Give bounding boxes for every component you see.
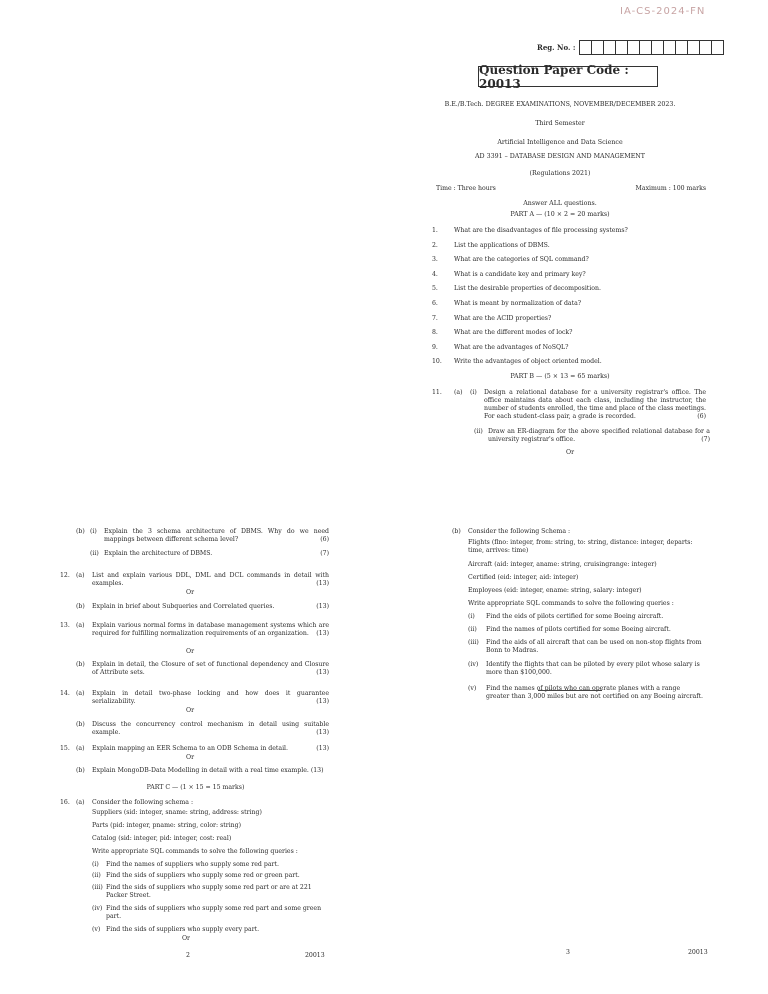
end-divider <box>538 690 602 691</box>
course: AD 3391 – DATABASE DESIGN AND MANAGEMENT <box>474 153 646 160</box>
answer-all: Answer ALL questions. <box>523 200 597 207</box>
q16a-item: (v) Find the sids of suppliers who supply every part. <box>92 926 260 933</box>
q16b-item: (ii) Find the names of pilots certified for some Boeing aircraft. <box>468 626 671 633</box>
q16a-item: (ii) Find the sids of suppliers who supply some red or green part. <box>92 872 300 879</box>
q16b-item: (v) Find the names of pilots who can operate planes with a range greater than 3,000 miles but are not certified on any Boeing aircraft. <box>468 685 703 700</box>
q14b: (b) Discuss the concurrency control mechanism in detail using suitable example. (13) <box>76 721 329 736</box>
q11a-i: 11. (a) (i) Design a relational database for a university registrar's office. The office maintains data about each class, including the instructor, the number of students enrolled, the time and place of the class meetings. For each student-class pair, a grade is recorded. (6) <box>432 389 706 420</box>
part-a-item: 9. What are the advantages of NoSQL? <box>432 343 569 351</box>
department: Artificial Intelligence and Data Science <box>497 139 623 146</box>
part-a-item: 3. What are the categories of SQL command? <box>432 256 589 264</box>
page-code-2: 20013 <box>305 952 325 959</box>
q11b-ii: (ii) Explain the architecture of DBMS. (7) <box>90 550 329 557</box>
q13a: 13. (a) Explain various normal forms in database management systems which are required for fulfilling normalization requirements of an organization. (13) <box>60 622 329 637</box>
maximum: Maximum : 100 marks <box>635 185 706 192</box>
part-a-title: PART A — (10 × 2 = 20 marks) <box>510 211 610 218</box>
q16-or: Or <box>181 935 191 942</box>
part-a-item: 10. Write the advantages of object oriented model. <box>432 358 602 366</box>
q12a: 12. (a) List and explain various DDL, DML and DCL commands in detail with examples. (13) <box>60 572 329 587</box>
q15-or: Or <box>186 754 195 761</box>
page-code-3: 20013 <box>688 949 708 956</box>
q15a: 15. (a) Explain mapping an EER Schema to an ODB Schema in detail. (13) <box>60 745 329 752</box>
time: Time : Three hours <box>436 185 496 192</box>
q14a: 14. (a) Explain in detail two-phase locking and how does it guarantee serializability. (13) <box>60 690 329 705</box>
regulations: (Regulations 2021) <box>529 170 591 177</box>
handwritten-note: IA-CS-2024-FN <box>620 6 706 17</box>
page-number-2: 2 <box>186 952 190 959</box>
q16b-schema: Flights (flno: integer, from: string, to: string, distance: integer, departs: time, arrives: time) Aircraft (aid: integer, aname: string, cruisingrange: integer) Certified (eid: integer, aid: integer) Employees (eid: integer, ename: string, salary: integer) Write appropriate SQL commands to solve the following queries : (i) Find the eids of pilots certified for some Boeing aircraft. (ii) Find the names of pilots certified for some Boeing aircraft. (iii) Find the aids of all aircraft that can be used on non-stop flights from Bonn to Madras. (iv) Identify the flights that can be piloted by every pilot whose salary is more than $100,000. (v) Find the names of pilots who can operate planes with a range greater than 3,000 miles but are not certified on any Boeing aircraft. <box>452 536 712 701</box>
q12-or: Or <box>186 589 195 596</box>
q11b-i: (b) (i) Explain the 3 schema architecture of DBMS. Why do we need mappings between different schema level? (6) <box>76 528 329 543</box>
reg-no-label: Reg. No. : <box>537 43 576 52</box>
reg-no <box>537 40 724 55</box>
part-a-item: 8. What are the different modes of lock? <box>432 329 573 337</box>
semester: Third Semester <box>535 120 585 127</box>
q16a-schema: Suppliers (sid: integer, sname: string, address: string) Parts (pid: integer, pname: string, color: string) Catalog (sid: integer, pid: integer, cost: real) Write appropriate SQL commands to solve the following queries : (i) Find the names of suppliers who supply some red part. (ii) Find the sids of suppliers who supply some red or green part. (iii) Find the sids of suppliers who supply some red part or are at 221 Packer Street. (iv) Find the sids of suppliers who supply some red part and some green part. (v) Find the sids of suppliers who supply every part. <box>60 807 340 935</box>
q14-or: Or <box>186 707 195 714</box>
q16b-item: (iii) Find the aids of all aircraft that can be used on non-stop flights from Bonn to Madras. <box>468 639 702 654</box>
part-c-title: PART C — (1 × 15 = 15 marks) <box>146 784 245 791</box>
q11a-ii: (ii) Draw an ER-diagram for the above specified relational database for a university registrar's office. (7) <box>474 428 710 443</box>
exam-title: B.E./B.Tech. DEGREE EXAMINATIONS, NOVEMBER/DECEMBER 2023. <box>444 101 676 108</box>
part-a-list <box>432 227 732 373</box>
part-a-item: 1. What are the disadvantages of file processing systems? <box>432 227 628 234</box>
part-a-item: 5. List the desirable properties of decomposition. <box>432 285 601 293</box>
part-a-item: 6. What is meant by normalization of data? <box>432 299 582 307</box>
page-number-3: 3 <box>566 949 570 956</box>
q15b: (b) Explain MongoDB-Data Modelling in detail with a real time example. (13) <box>76 767 324 774</box>
q16b: (b) Consider the following Schema : Flights (flno: integer, from: string, to: string, distance: integer, departs: time, arrives: time) Aircraft (aid: integer, aname: string, cruisingrange: integer) Certified (eid: integer, aid: integer) Employees (eid: integer, ename: string, salary: integer) Write appropriate SQL commands to solve the following queries : (i) Find the eids of pilots certified for some Boeing aircraft. (ii) Find the names of pilots certified for some Boeing aircraft. (iii) Find the aids of all aircraft that can be used on non-stop flights from Bonn to Madras. (iv) Identify the flights that can be piloted by every pilot whose salary is more than $100,000. (v) Find the names of pilots who can operate planes with a range greater than 3,000 miles but are not certified on any Boeing aircraft. <box>452 528 712 701</box>
q16b-item: (iv) Identify the flights that can be piloted by every pilot whose salary is more than $100,000. <box>468 661 700 676</box>
q16a-item: (i) Find the names of suppliers who supply some red part. <box>92 861 279 868</box>
q16a-item: (iii) Find the sids of suppliers who supply some red part or are at 221 Packer Street. <box>92 884 312 899</box>
q13-or: Or <box>186 648 195 655</box>
part-b-title: PART B — (5 × 13 = 65 marks) <box>510 373 610 380</box>
part-a-item: 4. What is a candidate key and primary key? <box>432 270 586 278</box>
q16a-item: (iv) Find the sids of suppliers who supply some red part and some green part. <box>92 905 322 920</box>
reg-no-boxes <box>579 40 724 55</box>
q11-or: Or <box>566 449 575 456</box>
question-paper-code: Question Paper Code : 20013 <box>478 66 658 87</box>
part-a-item: 2. List the applications of DBMS. <box>432 241 550 249</box>
q13b: (b) Explain in detail, the Closure of set of functional dependency and Closure of Attribute sets. (13) <box>76 661 329 676</box>
q12b: (b) Explain in brief about Subqueries and Correlated queries. (13) <box>76 603 329 610</box>
part-a-item: 7. What are the ACID properties? <box>432 314 552 322</box>
q16a: 16. (a) Consider the following schema : Suppliers (sid: integer, sname: string, address: string) Parts (pid: integer, pname: string, color: string) Catalog (sid: integer, pid: integer, cost: real) Write appropriate SQL commands to solve the following queries : (i) Find the names of suppliers who supply some red part. (ii) Find the sids of suppliers who supply some red or green part. (iii) Find the sids of suppliers who supply some red part or are at 221 Packer Street. (iv) Find the sids of suppliers who supply some red part and some green part. (v) Find the sids of suppliers who supply every part. Or <box>60 799 340 943</box>
q16b-item: (i) Find the eids of pilots certified for some Boeing aircraft. <box>468 613 664 620</box>
